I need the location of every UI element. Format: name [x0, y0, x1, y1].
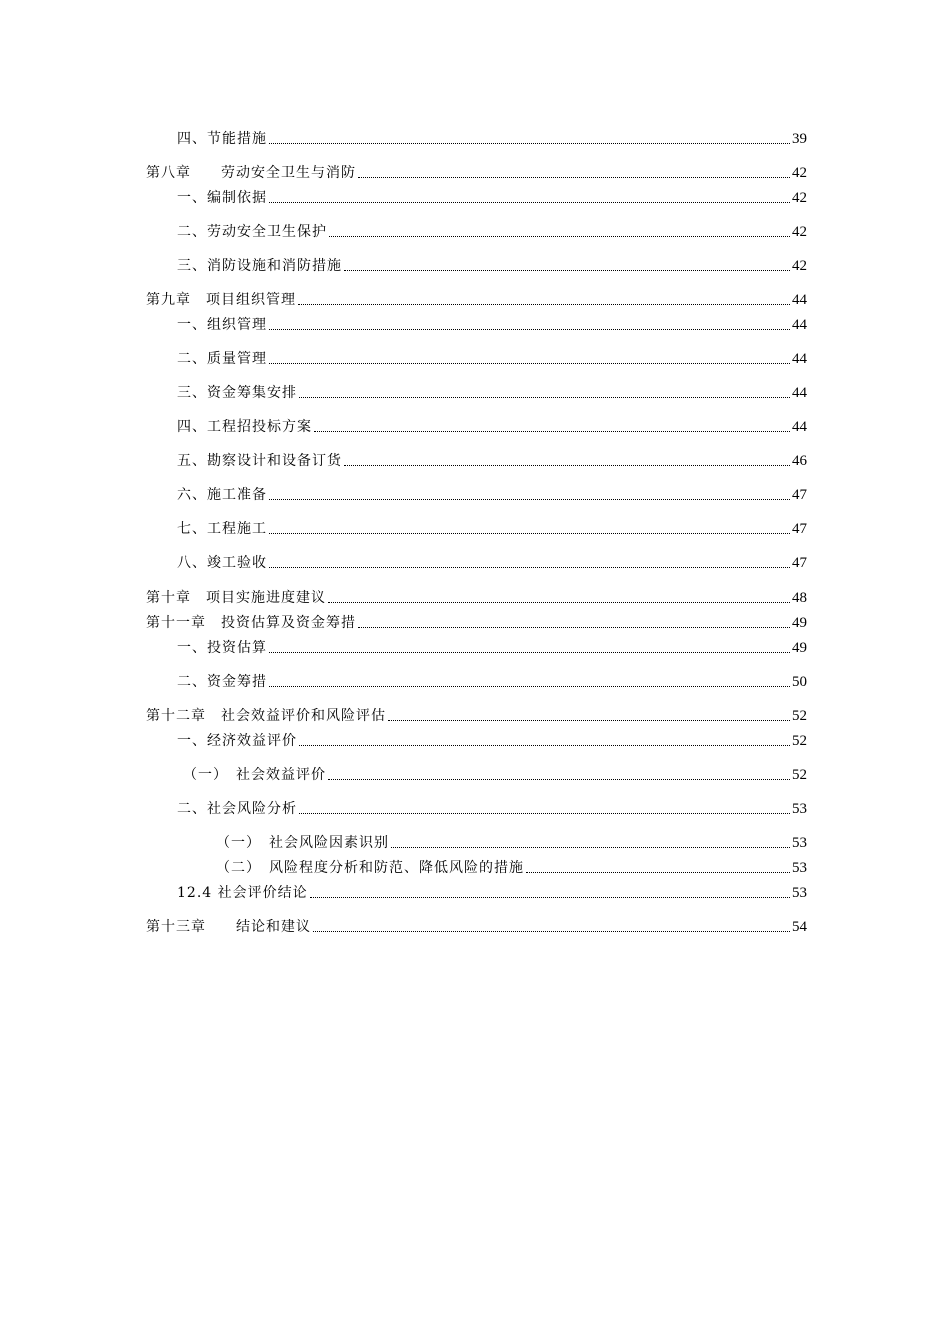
dot-leader [358, 626, 790, 628]
dot-leader [310, 896, 790, 898]
toc-entry-label: 第八章 劳动安全卫生与消防 [146, 165, 356, 181]
toc-entry[interactable] [0, 516, 950, 538]
toc-entry[interactable] [0, 635, 950, 657]
toc-entry[interactable] [0, 796, 950, 818]
toc-entry[interactable] [0, 610, 950, 632]
dot-leader [269, 532, 790, 534]
dot-leader [526, 871, 790, 873]
toc-entry-label: 第十一章 投资估算及资金筹措 [146, 615, 356, 631]
dot-leader [313, 930, 790, 932]
toc-entry-page: 53 [792, 860, 807, 876]
toc-entry-page: 53 [792, 885, 807, 901]
toc-entry-page: 42 [792, 258, 807, 274]
toc-entry-label: （一） 社会效益评价 [183, 767, 326, 783]
dot-leader [314, 430, 790, 432]
toc-entry-label: 第九章 项目组织管理 [146, 292, 296, 308]
dot-leader [358, 176, 790, 178]
toc-entry-label: 第十二章 社会效益评价和风险评估 [146, 708, 386, 724]
toc-entry[interactable] [0, 762, 950, 784]
toc-entry[interactable] [0, 312, 950, 334]
toc-entry-page: 44 [792, 385, 807, 401]
toc-entry-page: 47 [792, 521, 807, 537]
toc-entry[interactable] [0, 914, 950, 936]
toc-entry[interactable] [0, 880, 950, 902]
dot-leader [299, 812, 790, 814]
dot-leader [391, 846, 790, 848]
toc-entry-label: 六、施工准备 [177, 487, 267, 503]
dot-leader [344, 269, 790, 271]
toc-entry-label: （二） 风险程度分析和防范、降低风险的措施 [216, 860, 524, 876]
toc-entry-page: 42 [792, 224, 807, 240]
toc-entry[interactable] [0, 585, 950, 607]
toc-entry-label: 八、竣工验收 [177, 555, 267, 571]
toc-entry[interactable] [0, 448, 950, 470]
dot-leader [269, 498, 790, 500]
dot-leader [269, 685, 790, 687]
toc-entry-label: 三、资金筹集安排 [177, 385, 297, 401]
toc-entry-label: 二、资金筹措 [177, 674, 267, 690]
toc-entry[interactable] [0, 126, 950, 148]
toc-entry-label: （一） 社会风险因素识别 [216, 835, 389, 851]
toc-entry-page: 53 [792, 835, 807, 851]
toc-entry[interactable] [0, 185, 950, 207]
toc-entry-page: 47 [792, 555, 807, 571]
toc-entry-label: 一、编制依据 [177, 190, 267, 206]
toc-entry-label: 第十三章 结论和建议 [146, 919, 311, 935]
toc-entry-page: 42 [792, 165, 807, 181]
dot-leader [388, 719, 790, 721]
toc-entry-page: 44 [792, 351, 807, 367]
toc-entry-label: 四、节能措施 [177, 131, 267, 147]
toc-entry-page: 53 [792, 801, 807, 817]
toc-entry[interactable] [0, 160, 950, 182]
toc-entry-page: 52 [792, 767, 807, 783]
dot-leader [269, 328, 790, 330]
toc-entry-page: 46 [792, 453, 807, 469]
toc-entry-page: 47 [792, 487, 807, 503]
dot-leader [329, 235, 790, 237]
toc-entry[interactable] [0, 703, 950, 725]
toc-entry-page: 54 [792, 919, 807, 935]
toc-entry-page: 52 [792, 708, 807, 724]
toc-entry[interactable] [0, 855, 950, 877]
toc-entry-page: 52 [792, 733, 807, 749]
toc-entry-label: 三、消防设施和消防措施 [177, 258, 342, 274]
toc-entry-page: 39 [792, 131, 807, 147]
toc-entry[interactable] [0, 414, 950, 436]
toc-entry[interactable] [0, 380, 950, 402]
toc-entry-page: 44 [792, 317, 807, 333]
toc-entry-page: 44 [792, 419, 807, 435]
dot-leader [269, 362, 790, 364]
toc-entry-page: 48 [792, 590, 807, 606]
toc-entry-label: 二、社会风险分析 [177, 801, 297, 817]
toc-entry-label: 二、劳动安全卫生保护 [177, 224, 327, 240]
toc-entry-label: 五、勘察设计和设备订货 [177, 453, 342, 469]
toc-entry[interactable] [0, 550, 950, 572]
toc-entry[interactable] [0, 219, 950, 241]
toc-entry-page: 49 [792, 640, 807, 656]
dot-leader [328, 778, 790, 780]
toc-entry[interactable] [0, 482, 950, 504]
toc-entry-page: 50 [792, 674, 807, 690]
toc-entry[interactable] [0, 830, 950, 852]
toc-entry-label: 七、工程施工 [177, 521, 267, 537]
dot-leader [344, 464, 790, 466]
toc-entry[interactable] [0, 346, 950, 368]
dot-leader [299, 744, 790, 746]
toc-entry[interactable] [0, 728, 950, 750]
toc-entry-label: 12.4 社会评价结论 [177, 885, 308, 901]
dot-leader [299, 396, 790, 398]
toc-entry[interactable] [0, 287, 950, 309]
dot-leader [328, 601, 790, 603]
dot-leader [269, 651, 790, 653]
toc-entry-label: 第十章 项目实施进度建议 [146, 590, 326, 606]
toc-entry-page: 42 [792, 190, 807, 206]
toc-entry[interactable] [0, 253, 950, 275]
toc-entry[interactable] [0, 669, 950, 691]
dot-leader [269, 142, 790, 144]
dot-leader [298, 303, 790, 305]
toc-entry-label: 四、工程招投标方案 [177, 419, 312, 435]
dot-leader [269, 201, 790, 203]
toc-entry-label: 一、投资估算 [177, 640, 267, 656]
toc-entry-label: 二、质量管理 [177, 351, 267, 367]
toc-entry-label: 一、组织管理 [177, 317, 267, 333]
toc-entry-label: 一、经济效益评价 [177, 733, 297, 749]
toc-entry-page: 49 [792, 615, 807, 631]
dot-leader [269, 566, 790, 568]
toc-entry-page: 44 [792, 292, 807, 308]
